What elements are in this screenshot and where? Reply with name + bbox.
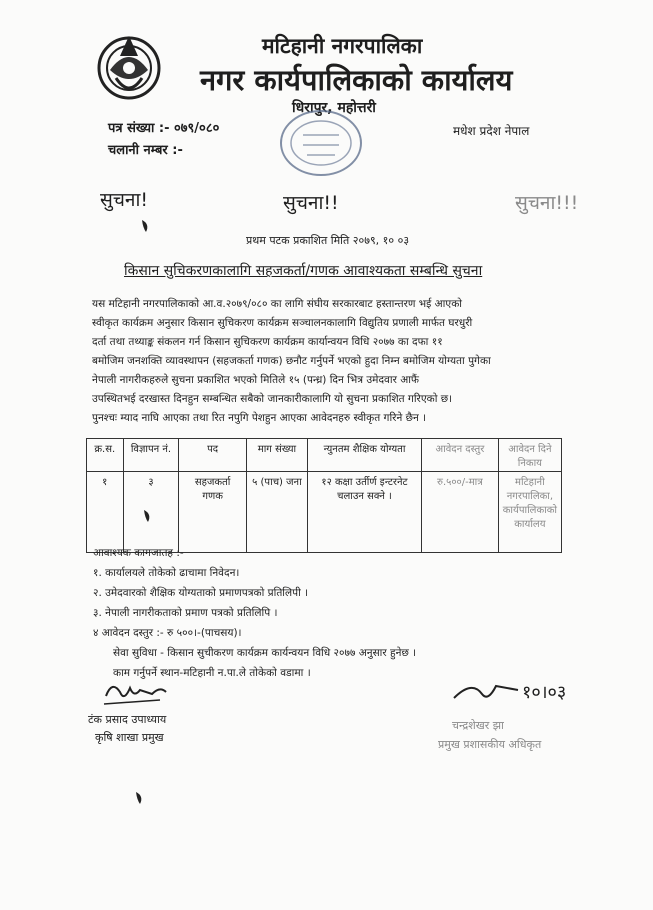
province-label: मधेश प्रदेश नेपाल — [453, 124, 530, 138]
body-line: यस मटिहानी नगरपालिकाको आ.व.२०७९/०८० का लागि संघीय सरकारबाट हस्तान्तरण भई आएको — [92, 298, 462, 310]
table-cell: सहजकर्ता गणक — [179, 472, 247, 553]
letter-number: पत्र संख्या :- ०७९/०८० — [108, 121, 220, 136]
document-item: ३. नेपाली नागरीकताको प्रमाण पत्रको प्रतिलिपि । — [93, 607, 278, 619]
left-signature — [100, 678, 170, 708]
table-cell: मटिहानी नगरपालिका, कार्यपालिकाको कार्यालय — [498, 472, 561, 553]
body-line: उपस्थितभई दरखास्त दिनहुन सम्बन्धित सबैको जानकारीकालागि यो सुचना प्रकाशित गरिएको छ। — [92, 393, 453, 405]
ink-mark — [140, 218, 154, 234]
table-header-row — [87, 439, 562, 472]
table-cell: रु.५००/-मात्र — [422, 472, 499, 553]
left-signatory-title: कृषि शाखा प्रमुख — [95, 731, 164, 744]
col-header: माग संख्या — [246, 439, 307, 472]
body-line: दर्ता तथा तथ्याङ्क संकलन गर्न किसान सुचिकरण कार्यक्रम कार्यान्वयन विधि २०७७ का दफा ११ — [92, 336, 443, 348]
left-signatory-name: टंक प्रसाद उपाध्याय — [88, 713, 167, 726]
table-cell: ३ — [123, 472, 179, 553]
service-note: सेवा सुविधा - किसान सुचीकरण कार्यक्रम कार्यन्वयन विधि २०७७ अनुसार हुनेछ । — [113, 647, 417, 659]
notice-heading-center: सुचना!! — [283, 192, 339, 214]
office-name: नगर कार्यपालिकाको कार्यालय — [200, 63, 513, 97]
dispatch-number: चलानी नम्बर :- — [108, 143, 183, 158]
col-header: क्र.स. — [87, 439, 124, 472]
right-signature — [452, 676, 522, 704]
office-stamp — [273, 103, 369, 179]
vacancy-table — [86, 438, 562, 553]
publication-date: प्रथम पटक प्रकाशित मिति २०७९, १० ०३ — [246, 234, 410, 247]
col-header: विज्ञापन नं. — [123, 439, 179, 472]
right-signatory-title: प्रमुख प्रशासकीय अधिकृत — [438, 738, 542, 751]
document-item: ४ आवेदन दस्तुर :- रु ५००।-(पाचसय)। — [93, 627, 242, 639]
body-line: बमोजिम जनशक्ति व्यावस्थापन (सहजकर्ता गणक) छनौट गर्नुपर्ने भएको हुदा निम्न बमोजिम योग्यता पुगेका — [92, 355, 491, 367]
col-header: न्युनतम शैक्षिक योग्यता — [307, 439, 421, 472]
office-address: धिरापुर, महोत्तरी — [292, 100, 376, 116]
col-header: आवेदन दिने निकाय — [498, 439, 561, 472]
notice-subject — [124, 261, 482, 280]
municipality-name: मटिहानी नगरपालिका — [262, 34, 423, 58]
notice-heading-right: सुचना!!! — [515, 192, 579, 214]
table-cell: १ — [87, 472, 124, 553]
col-header: पद — [179, 439, 247, 472]
body-line: नेपाली नागरीकहरुले सुचना प्रकाशित भएको मितिले १५ (पन्ध्र) दिन भित्र उमेदवार आफैं — [92, 374, 420, 386]
document-item: १. कार्यालयले तोकेको ढाचामा निवेदन। — [93, 567, 240, 579]
table-row — [87, 472, 562, 553]
nepal-emblem-logo — [92, 30, 166, 104]
notice-body — [92, 295, 550, 428]
documents-heading: आवाश्यक कागजातह :- — [93, 547, 184, 559]
table-cell: ५ (पाच) जना — [246, 472, 307, 553]
col-header: आवेदन दस्तुर — [422, 439, 499, 472]
body-line: पुनश्चः म्याद नाघि आएका तथा रित नपुगि पेशहुन आएका आवेदनहरु स्वीकृत गरिने छैन । — [92, 412, 427, 424]
notice-subject-text: किसान सुचिकरणकालागि सहजकर्ता/गणक आवाश्यकता सम्बन्धि सुचना — [124, 263, 483, 279]
ink-mark — [142, 508, 156, 524]
notice-heading-left: सुचना! — [100, 189, 148, 211]
signature-date: १०।०३ — [522, 682, 567, 703]
ink-mark — [134, 790, 148, 806]
required-documents — [93, 543, 416, 683]
right-signatory-name: चन्द्रशेखर झा — [452, 719, 504, 732]
body-line: स्वीकृत कार्यक्रम अनुसार किसान सुचिकरण कार्यक्रम सञ्चालनकालागि विद्युतिय प्रणाली मार्फत घरधुरी — [92, 317, 473, 329]
document-item: २. उमेदवारको शैक्षिक योग्यताको प्रमाणपत्रको प्रतिलिपी । — [93, 587, 309, 599]
table-cell: १२ कक्षा उर्तीर्ण इन्टरनेट चलाउन सक्ने । — [307, 472, 421, 553]
workplace-note: काम गर्नुपर्ने स्थान-मटिहानी न.पा.ले तोकेको वडामा । — [113, 667, 311, 679]
